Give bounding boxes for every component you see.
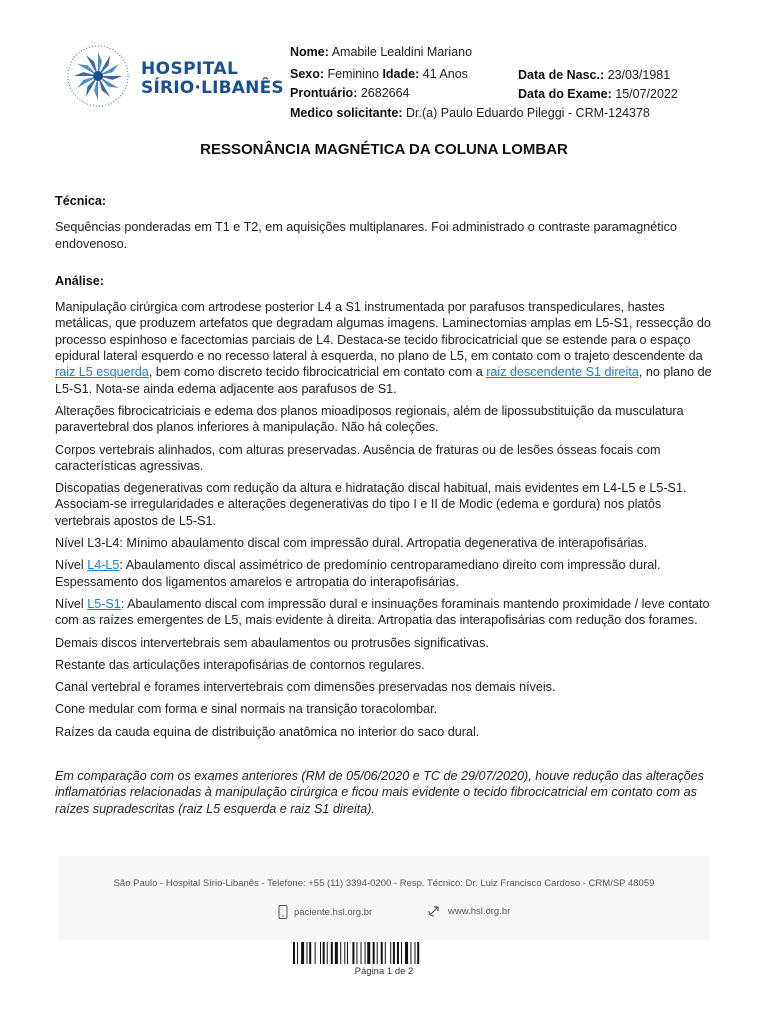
analysis-paragraph: Alterações fibrocicatriciais e edema dos planos mioadiposos regionais, além de lipossubstituição da musculatura paravertebral dos planos inferiores à manipulação. Não há coleções.	[55, 403, 684, 435]
barcode	[293, 942, 461, 964]
analysis-paragraph: Canal vertebral e forames intervertebrais com dimensões preservadas nos demais níveis.	[55, 680, 556, 695]
analysis-paragraph: Cone medular com forma e sinal normais na transição toracolombar.	[55, 702, 438, 717]
report-title: RESSONÂNCIA MAGNÉTICA DA COLUNA LOMBAR	[200, 141, 568, 158]
phone-icon	[278, 905, 288, 919]
link-raiz-l5[interactable]: raiz L5 esquerda	[55, 365, 149, 380]
patient-site[interactable]	[278, 905, 372, 919]
link-icon	[428, 905, 442, 917]
sex-label: Sexo:	[290, 67, 325, 81]
analysis-text: Nível	[55, 596, 88, 611]
patient-record: 2682664	[360, 86, 410, 100]
patient-age: 41 Anos	[422, 67, 468, 81]
footer-address: São Paulo - Hospital Sírio-Libanês - Telefone: +55 (11) 3394-0200 - Resp. Técnico: Dr. Luiz Francisco Cardoso - CRM/SP 48059	[113, 878, 655, 889]
age-label: Idade:	[382, 67, 420, 81]
tecnica-heading: Técnica:	[55, 194, 107, 208]
analysis-paragraph: Demais discos intervertebrais sem abaulamentos ou protrusões significativas.	[55, 635, 489, 650]
patient-sex: Feminino	[327, 67, 379, 81]
link-raiz-s1[interactable]: raiz descendente S1 direita	[486, 365, 639, 380]
link-l4-l5[interactable]: L4-L5	[87, 558, 120, 573]
analysis-paragraph: Discopatias degenerativas com redução da altura e hidratação discal habitual, mais evidentes em L4-L5 e L5-S1. Associam-se irregularidades e alterações degenerativas do tipo I e II de Modic (edema e gordura) nos platôs vertebrais apostos de L5-S1.	[55, 481, 687, 528]
footer	[58, 856, 710, 940]
analysis-paragraph	[55, 596, 715, 629]
exam-date: 15/07/2022	[615, 87, 678, 101]
exam-label: Data do Exame:	[518, 87, 612, 101]
page-number: Página 1 de 2	[354, 966, 414, 977]
dob-row	[518, 68, 670, 82]
doctor-name: Dr.(a) Paulo Eduardo Pileggi - CRM-124378	[406, 106, 650, 120]
exam-date-row	[518, 87, 678, 101]
patient-record-row	[290, 86, 410, 100]
analysis-text: Manipulação cirúrgica com artrodese posterior L4 a S1 instrumentada por parafusos transpediculares, hastes metálicas, que produzem artefatos que degradam algumas imagens. Laminectomias amplas em L5-S1, ressecção do processo espinhoso e facectomias parciais de L4. Destaca-se tecido fibrocicatricial que se estende para o espaço epidural lateral esquerdo e no recesso lateral à esquerda, no plano de L5, em contato com o trajeto descendente da	[55, 300, 711, 364]
name-label: Nome:	[290, 45, 329, 59]
doctor-row	[290, 106, 650, 120]
report-body	[55, 193, 715, 817]
patient-site-text: paciente.hsl.org.br	[294, 906, 373, 918]
analysis-paragraph: Raízes da cauda equina de distribuição anatômica no interior do saco dural.	[55, 724, 480, 739]
logo-text	[141, 60, 284, 98]
logo-line1: HOSPITAL	[141, 59, 239, 79]
patient-dob: 23/03/1981	[607, 68, 671, 82]
doctor-label: Medico solicitante:	[290, 106, 403, 120]
dob-label: Data de Nasc.:	[518, 68, 605, 82]
tecnica-text: Sequências ponderadas em T1 e T2, em aquisições multiplanares. Foi administrado o contraste paramagnético endovenoso.	[55, 220, 677, 251]
analysis-text: : Abaulamento discal assimétrico de predomínio centroparamediano direito com impressão dural. Espessamento dos ligamentos amarelos e artropatia do interapofisárias.	[55, 558, 661, 589]
patient-name-row	[290, 45, 472, 59]
analysis-paragraph: Nível L3-L4: Mínimo abaulamento discal com impressão dural. Artropatia degenerativa de interapofisárias.	[55, 536, 648, 551]
site-text: www.hsl.org.br	[448, 905, 511, 917]
analysis-paragraph	[55, 557, 715, 590]
analysis-text: : Abaulamento discal com impressão dural e insinuações foraminais mantendo proximidade / leve contato com as raízes emergentes de L5, mais evidente à direita. Artropatia das interapofisárias com redução dos forames.	[55, 596, 710, 628]
analysis-text: , no plano de L5-S1. Nota-se ainda edema adjacente aos parafusos de S1.	[55, 365, 712, 396]
analysis-paragraph: Corpos vertebrais alinhados, com alturas preservadas. Ausência de fraturas ou de lesões ósseas focais com características agressivas.	[55, 442, 661, 473]
analysis-text: , bem como discreto tecido fibrocicatricial em contato com a	[148, 365, 487, 380]
link-l5-s1[interactable]: L5-S1	[87, 596, 121, 611]
patient-name: Amabile Lealdini Mariano	[331, 45, 473, 59]
patient-sex-row	[290, 67, 468, 81]
record-label: Prontuário:	[290, 86, 358, 100]
hospital-logo-icon	[66, 44, 130, 108]
analysis-paragraph: Restante das articulações interapofisárias de contornos regulares.	[55, 657, 425, 672]
analise-heading: Análise:	[55, 273, 104, 288]
logo-line2: SÍRIO·LIBANÊS	[141, 78, 284, 98]
analysis-text: Nível	[55, 558, 88, 573]
site-link[interactable]	[428, 905, 510, 917]
analysis-paragraph	[55, 299, 715, 397]
comparison-note: Em comparação com os exames anteriores (RM de 05/06/2020 e TC de 29/07/2020), houve redução das alterações inflamatórias relacionadas à manipulação cirúrgica e ficou mais evidente o tecido fibrocicatricial em contato com as raízes supradescritas (raiz L5 esquerda e raiz S1 direita).	[55, 769, 704, 816]
